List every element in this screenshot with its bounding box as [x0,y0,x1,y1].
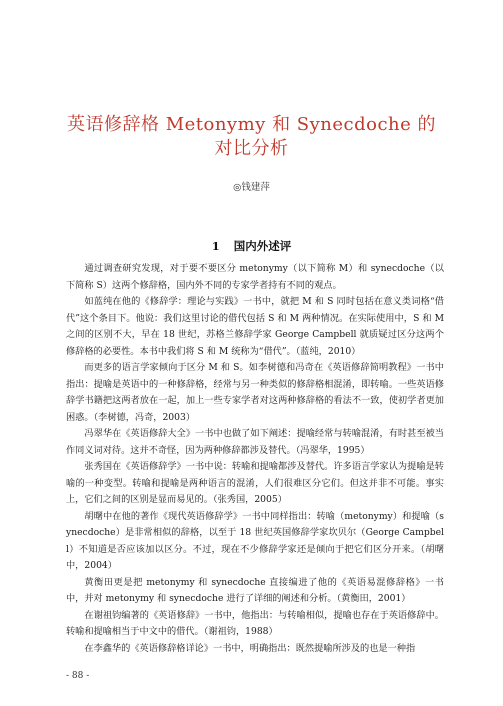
section-number: 1 [211,239,220,253]
paragraph: 冯翠华在《英语修辞大全》一书中也做了如下阐述：提喻经常与转喻混淆，有时甚至被当作同义词对待。这并不奇怪，因为两种修辞都涉及替代。（冯翠华，1995） [66,428,444,456]
paragraph: 胡曙中在他的著作《现代英语修辞学》一书中同样指出：转喻（metonymy）和提喻（synecdoche）是非常相似的辞格，以至于 18 世纪英国修辞学家坎贝尔（George Campbell）不知道是否应该加以区分。不过，现在不少修辞学家还是倾向于把它们区分开来。（胡曙中，2004） [66,510,444,571]
article-body [66,261,444,657]
paragraph: 如蓝纯在他的《修辞学：理论与实践》一书中，就把 M 和 S 同时包括在意义类词格“借代”这个条目下。他说：我们这里讨论的借代包括 S 和 M 两种情况。在实际使用中，S 和 M 之间的区别不大，早在 18 世纪，苏格兰修辞学家 George Campbell 就质疑过区分这两个修辞格的必要性。本书中我们将 S 和 M 统称为“借代”。（蓝纯，2010） [66,296,444,357]
paragraph: 在李鑫华的《英语修辞格详论》一书中，明确指出：既然提喻所涉及的也是一种指 [84,642,416,654]
paragraph: 在谢祖钧编著的《英语修辞》一书中，他指出：与转喻相似，提喻也存在于英语修辞中。转喻和提喻相当于中文中的借代。（谢祖钧，1988） [66,609,444,637]
article-title-line-1: 英语修辞格 Metonymy 和 Synecdoche 的 [66,114,437,135]
paragraph: 通过调查研究发现，对于要不要区分 metonymy（以下简称 M）和 synecdoche（以下简称 S）这两个修辞格，国内外不同的专家学者持有不同的观点。 [66,263,444,291]
paragraph: 而更多的语言学家倾向于区分 M 和 S。如李树德和冯奇在《英语修辞简明教程》一书中指出：提喻是英语中的一种修辞格，经常与另一种类似的修辞格相混淆，即转喻。一些英语修辞学书籍把这两者放在一起，加上一些专家学者对这两种修辞格的看法不一致，使初学者更加困惑。（李树德，冯奇，2003） [66,362,444,423]
section-heading [0,238,503,254]
article-title-line-2: 对比分析 [214,138,289,159]
author-name: ◎钱建萍 [233,182,270,193]
page-number: - 88 - [66,671,90,681]
section-title: 国内外述评 [233,239,292,253]
paragraph: 黄衡田更是把 metonymy 和 synecdoche 直接编进了他的《英语易混修辞格》一书中，并对 metonymy 和 synecdoche 进行了详细的阐述和分析。（黄衡田，2001） [66,576,444,604]
paragraph: 张秀国在《英语修辞学》一书中说：转喻和提喻都涉及替代。许多语言学家认为提喻是转喻的一种变型。转喻和提喻是两种语言的混淆，人们很难区分它们。但这并非不可能。事实上，它们之间的区别是显而易见的。（张秀国，2005） [66,461,444,505]
